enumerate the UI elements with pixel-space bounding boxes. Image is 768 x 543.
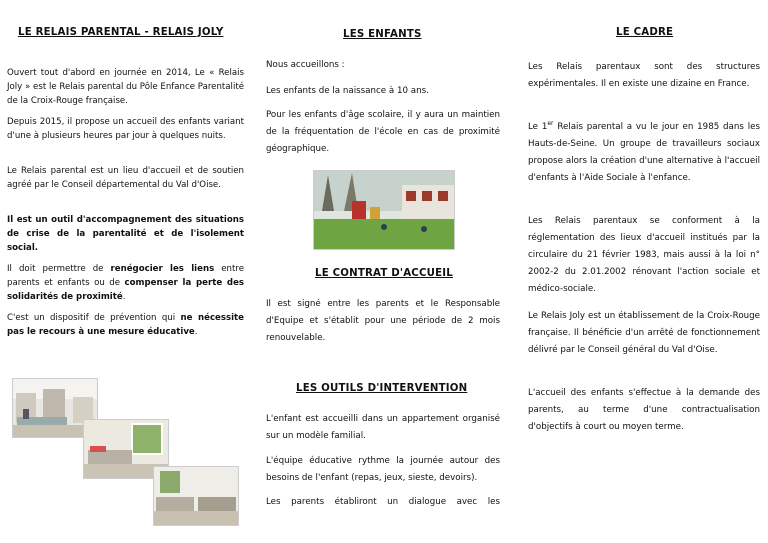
paragraph-reglementation: Les Relais parentaux se conforment à la réglementation des lieux d'accueil institués par la circulaire du 21 février 1983, mais aussi à la loi n° 2002-2 du 2.01.2002 rénovant l'action sociale et médico-sociale. — [528, 216, 760, 294]
photo-bedroom-beds — [153, 466, 239, 526]
paragraph-nous-accueillons: Nous accueillons : — [266, 60, 345, 70]
heading-enfants: LES ENFANTS — [343, 29, 422, 40]
paragraph-accueil: Depuis 2015, il propose un accueil des enfants variant d'une à plusieurs heures par jour à quelques nuits. — [7, 117, 244, 141]
paragraph-scolaire: Pour les enfants d'âge scolaire, il y aura un maintien de la fréquentation de l'école en cas de proximité géographique. — [266, 110, 500, 154]
paragraph-liens: Il doit permettre de renégocier les liens entre parents et enfants ou de compenser la perte des solidarités de proximité. — [7, 264, 245, 302]
heading-relais-parental: LE RELAIS PARENTAL - RELAIS JOLY — [18, 27, 224, 38]
paragraph-age: Les enfants de la naissance à 10 ans. — [266, 86, 429, 96]
heading-cadre: LE CADRE — [616, 27, 674, 38]
paragraph-historique: Le 1er Relais parental a vu le jour en 1985 dans les Hauts-de-Seine. Un groupe de travailleurs sociaux propose alors la création d'une alternative à l'accueil d'enfants à l'Aide Sociale à l'enfance. — [528, 120, 760, 183]
heading-contrat-accueil: LE CONTRAT D'ACCUEIL — [315, 268, 453, 279]
heading-outils-intervention: LES OUTILS D'INTERVENTION — [296, 383, 468, 394]
paragraph-appartement: L'enfant est accueilli dans un appartement organisé sur un modèle familial. — [266, 414, 500, 441]
paragraph-accueil-demande: L'accueil des enfants s'effectue à la demande des parents, au terme d'une contractualisation d'objectifs à court ou moyen terme. — [528, 388, 760, 432]
paragraph-agrement: Le Relais parental est un lieu d'accueil et de soutien agréé par le Conseil départemental du Val d'Oise. — [7, 166, 244, 190]
paragraph-etablissement: Le Relais Joly est un établissement de la Croix-Rouge française. Il bénéficie d'un arrêté de fonctionnement délivré par le Conseil général du Val d'Oise. — [528, 311, 760, 355]
paragraph-outil: Il est un outil d'accompagnement des situations de crise de la parentalité et de l'isolement social. — [7, 215, 244, 253]
paragraph-equipe: L'équipe éducative rythme la journée autour des besoins de l'enfant (repas, jeux, sieste, devoirs). — [266, 456, 500, 483]
paragraph-contrat: Il est signé entre les parents et le Responsable d'Equipe et s'établit pour une période de 2 mois renouvelable. — [266, 299, 500, 343]
paragraph-parents-dialogue: Les parents établiront un dialogue avec les — [266, 497, 500, 507]
paragraph-structures: Les Relais parentaux sont des structures expérimentales. Il en existe une dizaine en France. — [528, 62, 760, 89]
paragraph-prevention: C'est un dispositif de prévention qui ne nécessite pas le recours à une mesure éducative. — [7, 313, 244, 337]
photo-playground — [313, 170, 455, 250]
paragraph-ouverture: Ouvert tout d'abord en journée en 2014, Le « Relais Joly » est le Relais parental du Pôle Enfance Parentalité de la Croix-Rouge française. — [7, 68, 244, 106]
